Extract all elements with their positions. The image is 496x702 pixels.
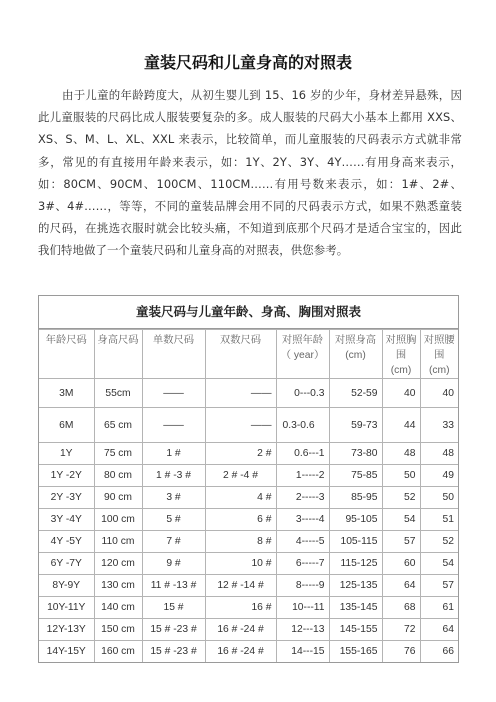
header-ref-age: 对照年龄（ year） <box>276 330 329 379</box>
cell-ref-waist: 52 <box>420 531 458 553</box>
cell-ref-chest: 40 <box>382 379 420 408</box>
header-ref-waist: 对照腰围 (cm) <box>420 330 458 379</box>
cell-even-size: 2 # <box>205 443 276 465</box>
cell-ref-height: 155-165 <box>329 641 382 663</box>
cell-odd-size: 15 # -23 # <box>142 619 205 641</box>
cell-ref-age: 2-----3 <box>276 487 329 509</box>
table-row <box>39 509 458 531</box>
table-row <box>39 597 458 619</box>
cell-age-size: 12Y-13Y <box>39 619 94 641</box>
table-row <box>39 531 458 553</box>
cell-ref-height: 75-85 <box>329 465 382 487</box>
cell-ref-height: 135-145 <box>329 597 382 619</box>
cell-ref-height: 85-95 <box>329 487 382 509</box>
size-chart-table <box>38 295 459 663</box>
cell-height-size: 120 cm <box>94 553 142 575</box>
table-caption: 童装尺码与儿童年龄、身高、胸围对照表 <box>39 296 458 329</box>
cell-ref-age: 8-----9 <box>276 575 329 597</box>
intro-paragraph: 由于儿童的年龄跨度大，从初生婴儿到 15、16 岁的少年，身材差异悬殊，因此儿童服装的尺码比成人服装要复杂的多。成人服装的尺码大小基本上都用 XXS、XS、S、M、L、XL、XXL 来表示，比较简单，而儿童服装的尺码表示方式就非常多，常见的有直接用年龄来表示，如：1Y、2Y、3Y、4Y……有用身高来表示，如：80CM、90CM、100CM、110CM……有用号数来表示，如：1#、2#、3#、4#……，等等，不同的童装品牌会用不同的尺码表示方式，如果不熟悉童装的尺码，在挑选衣服时就会比较头痛，不知道到底那个尺码才是适合宝宝的，因此我们特地做了一个童装尺码和儿童身高的对照表，供您参考。 <box>38 88 462 258</box>
cell-odd-size: 15 # <box>142 597 205 619</box>
cell-ref-waist: 51 <box>420 509 458 531</box>
cell-ref-height: 115-125 <box>329 553 382 575</box>
header-odd-size: 单数尺码 <box>142 330 205 379</box>
cell-ref-age: 3-----4 <box>276 509 329 531</box>
cell-ref-waist: 64 <box>420 619 458 641</box>
cell-even-size: —— <box>205 408 276 443</box>
cell-odd-size: 1 # -3 # <box>142 465 205 487</box>
cell-odd-size: 11 # -13 # <box>142 575 205 597</box>
cell-height-size: 110 cm <box>94 531 142 553</box>
cell-even-size: 12 # -14 # <box>205 575 276 597</box>
cell-even-size: 4 # <box>205 487 276 509</box>
cell-ref-height: 145-155 <box>329 619 382 641</box>
cell-odd-size: 7 # <box>142 531 205 553</box>
cell-odd-size: 3 # <box>142 487 205 509</box>
table-row <box>39 553 458 575</box>
cell-even-size: 10 # <box>205 553 276 575</box>
cell-age-size: 3M <box>39 379 94 408</box>
cell-age-size: 10Y-11Y <box>39 597 94 619</box>
cell-even-size: 2 # -4 # <box>205 465 276 487</box>
cell-ref-waist: 61 <box>420 597 458 619</box>
cell-odd-size: —— <box>142 408 205 443</box>
cell-height-size: 140 cm <box>94 597 142 619</box>
cell-height-size: 65 cm <box>94 408 142 443</box>
table-row <box>39 408 458 443</box>
cell-age-size: 14Y-15Y <box>39 641 94 663</box>
table-row <box>39 487 458 509</box>
cell-height-size: 55cm <box>94 379 142 408</box>
cell-ref-waist: 49 <box>420 465 458 487</box>
cell-ref-waist: 54 <box>420 553 458 575</box>
cell-ref-age: 12---13 <box>276 619 329 641</box>
page-title: 童装尺码和儿童身高的对照表 <box>143 53 352 72</box>
header-height-size: 身高尺码 <box>94 330 142 379</box>
cell-ref-age: 0---0.3 <box>276 379 329 408</box>
cell-age-size: 6Y -7Y <box>39 553 94 575</box>
cell-even-size: 16 # <box>205 597 276 619</box>
table-header-row <box>39 330 458 379</box>
cell-ref-chest: 60 <box>382 553 420 575</box>
cell-ref-age: 14---15 <box>276 641 329 663</box>
cell-age-size: 4Y -5Y <box>39 531 94 553</box>
header-age-size: 年龄尺码 <box>39 330 94 379</box>
cell-height-size: 80 cm <box>94 465 142 487</box>
cell-age-size: 1Y <box>39 443 94 465</box>
cell-odd-size: —— <box>142 379 205 408</box>
cell-ref-chest: 64 <box>382 575 420 597</box>
cell-ref-chest: 52 <box>382 487 420 509</box>
cell-ref-waist: 66 <box>420 641 458 663</box>
cell-ref-chest: 48 <box>382 443 420 465</box>
cell-height-size: 130 cm <box>94 575 142 597</box>
size-table <box>39 329 458 662</box>
cell-age-size: 6M <box>39 408 94 443</box>
cell-ref-chest: 57 <box>382 531 420 553</box>
cell-age-size: 3Y -4Y <box>39 509 94 531</box>
table-row <box>39 619 458 641</box>
cell-ref-height: 95-105 <box>329 509 382 531</box>
cell-age-size: 1Y -2Y <box>39 465 94 487</box>
cell-ref-waist: 57 <box>420 575 458 597</box>
cell-ref-height: 59-73 <box>329 408 382 443</box>
cell-ref-age: 1-----2 <box>276 465 329 487</box>
cell-ref-waist: 48 <box>420 443 458 465</box>
cell-age-size: 8Y-9Y <box>39 575 94 597</box>
cell-odd-size: 15 # -23 # <box>142 641 205 663</box>
cell-even-size: 8 # <box>205 531 276 553</box>
cell-ref-height: 52-59 <box>329 379 382 408</box>
cell-height-size: 100 cm <box>94 509 142 531</box>
table-row <box>39 575 458 597</box>
cell-even-size: 16 # -24 # <box>205 641 276 663</box>
cell-ref-waist: 33 <box>420 408 458 443</box>
table-row <box>39 379 458 408</box>
cell-height-size: 160 cm <box>94 641 142 663</box>
header-even-size: 双数尺码 <box>205 330 276 379</box>
cell-height-size: 75 cm <box>94 443 142 465</box>
cell-even-size: —— <box>205 379 276 408</box>
cell-ref-height: 125-135 <box>329 575 382 597</box>
cell-ref-age: 4-----5 <box>276 531 329 553</box>
cell-ref-height: 73-80 <box>329 443 382 465</box>
cell-ref-chest: 50 <box>382 465 420 487</box>
cell-ref-chest: 54 <box>382 509 420 531</box>
cell-ref-age: 10---11 <box>276 597 329 619</box>
cell-ref-chest: 68 <box>382 597 420 619</box>
header-ref-height: 对照身高 (cm) <box>329 330 382 379</box>
cell-height-size: 150 cm <box>94 619 142 641</box>
header-ref-chest: 对照胸围 (cm) <box>382 330 420 379</box>
cell-odd-size: 1 # <box>142 443 205 465</box>
table-row <box>39 641 458 663</box>
cell-height-size: 90 cm <box>94 487 142 509</box>
table-row <box>39 443 458 465</box>
cell-ref-age: 0.6---1 <box>276 443 329 465</box>
cell-ref-waist: 40 <box>420 379 458 408</box>
cell-ref-chest: 76 <box>382 641 420 663</box>
cell-odd-size: 5 # <box>142 509 205 531</box>
cell-even-size: 16 # -24 # <box>205 619 276 641</box>
cell-age-size: 2Y -3Y <box>39 487 94 509</box>
cell-even-size: 6 # <box>205 509 276 531</box>
cell-odd-size: 9 # <box>142 553 205 575</box>
cell-ref-age: 6-----7 <box>276 553 329 575</box>
cell-ref-age: 0.3-0.6 <box>276 408 329 443</box>
cell-ref-chest: 72 <box>382 619 420 641</box>
cell-ref-height: 105-115 <box>329 531 382 553</box>
cell-ref-chest: 44 <box>382 408 420 443</box>
table-row <box>39 465 458 487</box>
cell-ref-waist: 50 <box>420 487 458 509</box>
